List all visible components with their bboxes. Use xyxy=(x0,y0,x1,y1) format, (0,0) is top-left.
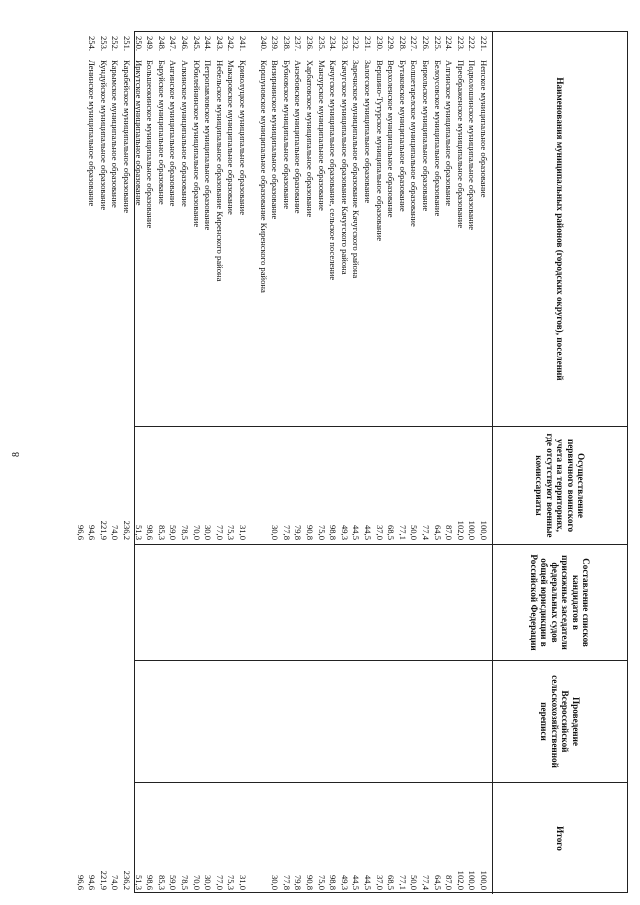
row-military-value: 50,0 xyxy=(409,524,420,540)
row-number: 247. xyxy=(168,36,179,52)
row-total-value: 236,2 xyxy=(122,870,132,890)
row-name: Болшетарелское муниципальное образование xyxy=(409,60,420,227)
row-name: Юбилейнинское муниципальное образование xyxy=(191,60,202,228)
row-total-value: 75,3 xyxy=(226,874,237,890)
row-number: 240. xyxy=(258,36,269,52)
census-column xyxy=(135,661,493,783)
row-military-value: 102,0 xyxy=(455,520,466,540)
row-military-value: 87,0 xyxy=(444,524,455,540)
row-military-value: 96,6 xyxy=(75,524,86,540)
row-military-value: 98,6 xyxy=(145,524,156,540)
row-name: Преображенское муниципальное образование xyxy=(455,60,466,229)
row-total-value: 74,0 xyxy=(110,874,121,890)
total-column xyxy=(75,783,493,894)
row-total-value: 98,8 xyxy=(328,874,339,890)
row-name: Харбатовское муниципальное образование xyxy=(305,60,315,218)
row-number: 248. xyxy=(156,36,167,52)
header-jurors: Составление списков кандидатов в присяжные заседатели федеральных судов общей юрисдикции в Российской Федерации xyxy=(493,545,627,661)
row-number: 222. xyxy=(467,36,478,52)
page-number: 8 xyxy=(11,452,22,457)
row-name: Анзебовское муниципальное образование xyxy=(293,60,304,214)
row-military-value: 75,3 xyxy=(226,524,237,540)
header-total: Итого xyxy=(555,826,566,851)
row-total-value: 75,0 xyxy=(316,874,327,890)
row-name: Ленинское муниципальное образование xyxy=(87,60,98,207)
row-military-value: 94,6 xyxy=(87,524,98,540)
row-military-value: 77,1 xyxy=(397,524,408,540)
row-number: 234. xyxy=(328,36,339,52)
row-military-value: 74,0 xyxy=(110,524,121,540)
row-total-value: 70,0 xyxy=(191,874,202,890)
row-number: 235. xyxy=(316,36,327,52)
row-name: Макаровское муниципальное образование xyxy=(226,60,237,215)
row-military-value: 75,0 xyxy=(316,524,327,540)
row-military-value: 59,0 xyxy=(168,524,179,540)
row-number: 244. xyxy=(203,36,214,52)
row-number: 252. xyxy=(110,36,121,52)
row-military-value: 49,3 xyxy=(339,524,350,540)
row-total-value: 49,3 xyxy=(339,874,350,890)
row-military-value: 37,0 xyxy=(374,524,385,540)
row-total-value: 44,5 xyxy=(363,874,373,890)
row-number: 251. xyxy=(122,36,132,52)
row-number: 249. xyxy=(145,36,156,52)
row-name: Вершино-Тутурское муниципальное образование xyxy=(374,60,385,242)
header-name: Наименования муниципальных районов (городских округов), поселений xyxy=(493,32,627,427)
row-name: Верхоленское муниципальное образование xyxy=(386,60,397,218)
row-military-value: 31,0 xyxy=(238,524,248,540)
row-total-value: 68,5 xyxy=(386,874,397,890)
header-census: Проведение Всероссийской сельскохозяйственной переписи xyxy=(493,661,627,783)
row-total-value: 96,6 xyxy=(75,874,86,890)
row-name: Коршуновское муниципальное образование Киренского района xyxy=(258,60,269,293)
row-military-value: 79,8 xyxy=(293,524,304,540)
row-total-value: 87,0 xyxy=(444,874,455,890)
row-military-value: 30,0 xyxy=(203,524,214,540)
row-total-value: 85,3 xyxy=(156,874,167,890)
row-name: Баруйское муниципальное образование xyxy=(156,60,167,205)
row-number: 238. xyxy=(281,36,292,52)
row-number: 224. xyxy=(444,36,455,52)
row-number: 253. xyxy=(98,36,109,52)
row-military-value: 44,5 xyxy=(363,524,373,540)
row-military-value: 44,5 xyxy=(351,524,362,540)
row-name: Заречнское муниципальное образование Качугского района xyxy=(351,60,362,279)
row-number: 228. xyxy=(397,36,408,52)
row-military-value: 70,0 xyxy=(191,524,202,540)
row-number: 246. xyxy=(180,36,190,52)
row-total-value: 31,0 xyxy=(238,874,248,890)
row-total-value: 50,0 xyxy=(409,874,420,890)
row-name: Иркутское муниципальное образование xyxy=(133,60,144,206)
row-total-value: 59,0 xyxy=(168,874,179,890)
row-number: 227. xyxy=(409,36,420,52)
row-name: Бубновское муниципальное образование xyxy=(281,60,292,210)
row-name: Небельское муниципальное образование Киренского района xyxy=(214,60,225,282)
row-number: 243. xyxy=(214,36,225,52)
names-column xyxy=(87,32,493,427)
row-name: Кундуйское муниципальное образование xyxy=(98,60,109,211)
row-total-value: 30,0 xyxy=(270,874,281,890)
row-total-value: 221,9 xyxy=(98,870,109,890)
row-name: Белоусовское муниципальное образование xyxy=(432,60,443,217)
row-number: 250. xyxy=(133,36,144,52)
row-total-value: 77,8 xyxy=(281,874,292,890)
row-name: Качугское муниципальное образование, сельское поселение xyxy=(328,60,339,281)
row-total-value: 77,0 xyxy=(214,874,225,890)
row-military-value: 78,5 xyxy=(180,524,190,540)
row-military-value: 85,3 xyxy=(156,524,167,540)
row-total-value: 77,1 xyxy=(397,874,408,890)
jurors-column xyxy=(135,545,493,661)
row-military-value: 30,0 xyxy=(270,524,281,540)
row-total-value: 98,6 xyxy=(145,874,156,890)
row-military-value: 77,4 xyxy=(421,524,431,540)
row-name: Залогское муниципальное образование xyxy=(363,60,373,204)
row-military-value: 51,3 xyxy=(133,524,144,540)
row-military-value: 236,2 xyxy=(122,520,132,540)
row-total-value: 100,0 xyxy=(467,870,478,890)
row-number: 239. xyxy=(270,36,281,52)
row-number: 254. xyxy=(87,36,98,52)
row-name: Карабейское муниципальное образование xyxy=(122,60,132,214)
row-total-value: 79,8 xyxy=(293,874,304,890)
row-number: 229. xyxy=(386,36,397,52)
row-total-value: 90,8 xyxy=(305,874,315,890)
row-military-value: 100,0 xyxy=(479,520,489,540)
row-total-value: 78,5 xyxy=(180,874,190,890)
row-name: Бирюльское муниципальное образование xyxy=(421,60,431,212)
row-number: 236. xyxy=(305,36,315,52)
row-military-value: 68,5 xyxy=(386,524,397,540)
row-number: 221. xyxy=(479,36,489,52)
row-total-value: 37,0 xyxy=(374,874,385,890)
row-number: 225. xyxy=(432,36,443,52)
row-military-value: 77,8 xyxy=(281,524,292,540)
row-name: Криволуцкое муниципальное образование xyxy=(238,60,248,216)
row-name: Алгинское муниципальное образование xyxy=(444,60,455,207)
row-number: 233. xyxy=(339,36,350,52)
row-number: 237. xyxy=(293,36,304,52)
row-total-value: 44,5 xyxy=(351,874,362,890)
row-name: Бутаковское муниципальное образование xyxy=(397,60,408,212)
row-number xyxy=(74,36,86,58)
row-military-value: 64,5 xyxy=(432,524,443,540)
row-number: 245. xyxy=(191,36,202,52)
row-name: Качугское муниципальное образование Качугского района xyxy=(339,60,350,275)
allocation-table xyxy=(75,31,628,893)
row-name: Ангинское муниципальное образование xyxy=(168,60,179,207)
row-total-value: 64,5 xyxy=(432,874,443,890)
row-total-value: 100,0 xyxy=(479,870,489,890)
row-name: Подволошинское муниципальное образование xyxy=(467,60,478,231)
header-military: Осуществление первичного воинского учета на территориях, где отсутствуют военные комиссариаты xyxy=(493,427,627,545)
row-military-value: 90,8 xyxy=(305,524,315,540)
military-column xyxy=(75,427,493,545)
row-total-value: 30,0 xyxy=(203,874,214,890)
row-number: 241. xyxy=(238,36,248,52)
row-total-value: 94,6 xyxy=(87,874,98,890)
row-total-value: 102,0 xyxy=(455,870,466,890)
row-name: Манзурское муниципальное образование xyxy=(316,60,327,211)
row-number: 226. xyxy=(421,36,431,52)
row-military-value: 77,0 xyxy=(214,524,225,540)
row-name: Большеокинское муниципальное образование xyxy=(145,60,156,229)
row-number: 242. xyxy=(226,36,237,52)
row-name: Петропавловское муниципальное образование xyxy=(203,60,214,231)
row-number: 223. xyxy=(455,36,466,52)
row-military-value: 221,9 xyxy=(98,520,109,540)
row-name: Визирнинское муниципальное образование xyxy=(270,60,281,220)
row-name: Непское муниципальное образование xyxy=(479,60,489,198)
row-number: 230. xyxy=(374,36,385,52)
row-number: 231. xyxy=(363,36,373,52)
row-military-value: 98,8 xyxy=(328,524,339,540)
row-number: 232. xyxy=(351,36,362,52)
row-total-value: 51,3 xyxy=(133,874,144,890)
row-total-value: 77,4 xyxy=(421,874,431,890)
row-name: Алкинское муниципальное образование xyxy=(180,60,190,207)
row-name: Карымское муниципальное образование xyxy=(110,60,121,208)
row-military-value: 100,0 xyxy=(467,520,478,540)
